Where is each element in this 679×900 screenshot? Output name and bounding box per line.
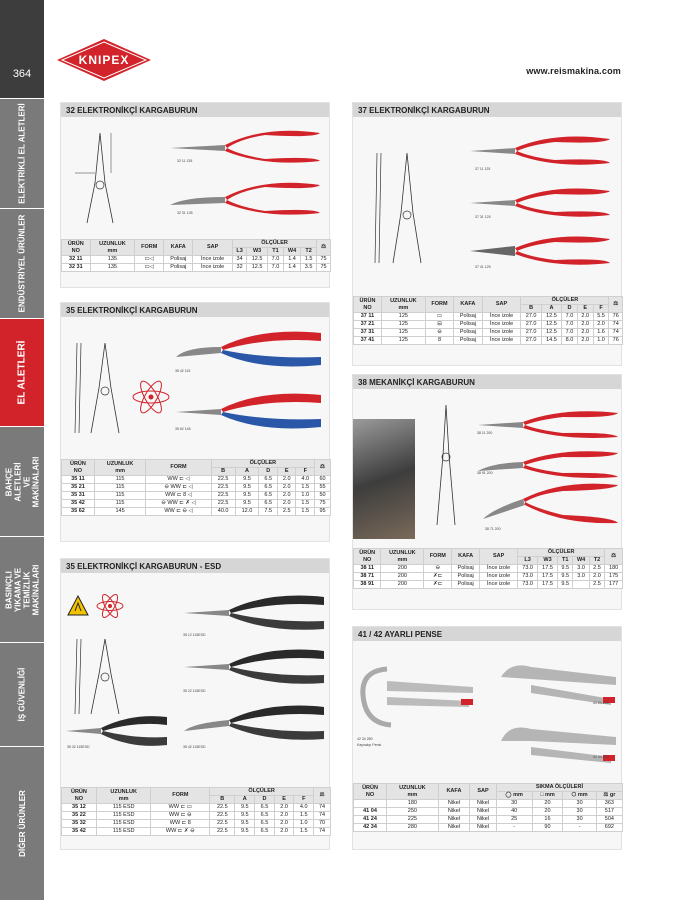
panel-title: 38 MEKANİKÇİ KARGABURUN — [353, 375, 621, 389]
plier-image-35-62 — [171, 389, 326, 435]
form-icon: ▭◁ — [135, 256, 164, 264]
image-code: 37 11 125 — [475, 167, 491, 171]
table-row: 41 04 250 Nikel Nikel 40 20 30 517 — [354, 808, 623, 816]
sidebar-tab-label: BASINÇLI YIKAMA VE TEMİZLİK MAKİNALARI — [4, 564, 40, 615]
weight-icon: ⚖ gr — [596, 792, 622, 800]
col-dim: L3 — [232, 248, 246, 256]
sidebar-tab-label: ELEKTRİKLİ EL ALETLERİ — [17, 103, 27, 204]
table-row: 35 21 115 ⊖ WW ⊏ ◁ 22.5 9.5 6.5 2.0 1.5 55 — [62, 484, 331, 492]
table-row: 35 62 145 WW ⊏ ⊖ ◁ 40.0 12.0 7.5 2.5 1.5 95 — [62, 508, 331, 516]
image-code: 41 24 225 — [593, 701, 609, 705]
image-code: 37 31 125 — [475, 215, 491, 219]
panel-35-esd — [60, 558, 330, 850]
plier-image-38-71 — [473, 479, 621, 529]
table-row: 180 Nikel Nikel 30 20 30 363 — [354, 800, 623, 808]
weight-icon: ⚖ — [605, 549, 623, 565]
dimension-diagram — [421, 395, 471, 535]
image-code: 38 11 200 — [477, 431, 493, 435]
image-code: 41 04 250 — [593, 755, 609, 759]
website-url[interactable]: www.reismakina.com — [526, 66, 621, 76]
sidebar-tab-label: EL ALETLERİ — [16, 340, 28, 405]
panel-41-42 — [352, 626, 622, 850]
table-row: 35 11 115 WW ⊏ ◁ 22.5 9.5 6.5 2.0 4.0 60 — [62, 476, 331, 484]
weight-icon: ⚖ — [314, 788, 331, 804]
weight-icon: ⚖ — [317, 240, 331, 256]
table-row: 38 91 200 ✗⊏ Polisaj İnce izole 73.0 17.5 9.5 2.5 177 — [354, 581, 623, 589]
table-row: 37 21 125 ⊟ Polisaj İnce izole 27.0 12.5 7.0 2.0 2.0 74 — [354, 321, 623, 329]
col-kafa: KAFA — [164, 240, 193, 256]
usage-photo — [353, 419, 415, 539]
table-row: 37 31 125 ⊖ Polisaj İnce izole 27.0 12.5 7.0 2.0 1.6 74 — [354, 329, 623, 337]
col-olculer: ÖLÇÜLER — [232, 240, 316, 248]
col-dim: W4 — [284, 248, 301, 256]
plier-image-42-34 — [357, 661, 477, 741]
panel-35 — [60, 302, 330, 542]
spec-table-32 — [61, 239, 331, 272]
dimension-diagram — [65, 333, 125, 443]
table-row: 37 41 125 8 Polisaj İnce izole 27.0 14.5 8.0 2.0 1.0 76 — [354, 337, 623, 345]
knipex-logo — [56, 38, 152, 82]
panel-title: 32 ELEKTRONİKÇİ KARGABURUN — [61, 103, 329, 117]
image-code: 35 42 115ESD — [183, 745, 206, 749]
table-row: 32 11 135 ▭◁ Polisaj İnce izole 34 12.5 7.0 1.4 1.5 75 — [62, 256, 331, 264]
spec-table-38: ÜRÜN NO UZUNLUK mm FORM KAFA SAP ÖLÇÜLER ⚖ L3 W3 T1 W4 T2 38 11 200 ⊖ Polisaj İnce izole 73.0 17.5 9.5 3.0 2.5 180 38 71 200 ✗⊏ Polisaj İnce izole 73.0 17.5 9.5 3.0 2.0 175 38 91 200 ✗⊏ Polisaj İnce izole 73.0 17.5 9.5 2.5 177 — [353, 548, 623, 589]
esd-warning-icon — [67, 595, 89, 617]
sidebar-tab-elektrikli[interactable] — [0, 98, 44, 208]
grip-square-icon: □ mm — [532, 792, 563, 800]
image-code: 35 62 145 — [175, 427, 191, 431]
image-code: 35 22 115ESD — [183, 689, 206, 693]
table-row: 35 42 115 ESD WW ⊏ ✗ ⊖ 22.5 9.5 6.5 2.0 1.5 74 — [62, 828, 331, 836]
image-code: 42 34 280 — [357, 737, 373, 741]
plier-image-32-31 — [165, 175, 325, 225]
sidebar-tab-is-guvenligi[interactable] — [0, 642, 44, 746]
table-row: 32 31 135 ▭◁ Polisaj İnce izole 32 12.5 7.0 1.4 3.5 75 — [62, 264, 331, 272]
sidebar-tab-bahce[interactable] — [0, 426, 44, 536]
col-uzunluk: UZUNLUK mm — [90, 240, 135, 256]
image-code: Kaynakçı Pensi — [357, 743, 382, 747]
plier-image-35-22-esd — [179, 645, 329, 689]
table-row: 42 34 280 Nikel Nikel - 90 - 692 — [354, 824, 623, 832]
table-row: 41 24 225 Nikel Nikel 25 16 30 504 — [354, 816, 623, 824]
sidebar-tab-el-aletleri[interactable] — [0, 318, 44, 426]
brand-name: KNIPEX — [78, 53, 130, 67]
grip-hex-icon: ⬡ mm — [563, 792, 596, 800]
image-code: 35 12 115ESD — [183, 633, 206, 637]
table-row: 37 11 125 ▭ Polisaj İnce izole 27.0 12.5 7.0 2.0 5.5 76 — [354, 313, 623, 321]
col-dim: W3 — [247, 248, 268, 256]
col-dim: T1 — [267, 248, 283, 256]
table-row: 35 31 115 WW ⊏ 8 ◁ 22.5 9.5 6.5 2.0 1.0 50 — [62, 492, 331, 500]
sidebar-tab-label: DİĞER ÜRÜNLER — [17, 790, 27, 857]
weight-icon: ⚖ — [315, 460, 331, 476]
image-code: 37 41 125 — [475, 265, 491, 269]
atom-icon — [131, 377, 171, 417]
image-code: 38 71 200 — [485, 527, 501, 531]
sidebar-tab-endustriyel[interactable] — [0, 208, 44, 318]
grip-round-icon: ◯ mm — [496, 792, 532, 800]
plier-image-35-42 — [171, 327, 326, 373]
spec-table-37: ÜRÜN NO UZUNLUK mm FORM KAFA SAP ÖLÇÜLER ⚖ B A D E F 37 11 125 ▭ Polisaj İnce izole 27.0 12.5 7.0 2.0 5.5 76 37 21 125 ⊟ Polisaj İnce izole 27.0 12.5 7.0 2.0 2.0 74 37 31 125 ⊖ Polisaj İnce izole 27.0 12.5 7.0 2.0 1.6 74 37 41 125 8 Polisaj İnce izole 27.0 14.5 8.0 2.0 1.0 76 — [353, 296, 623, 345]
atom-icon — [95, 591, 125, 621]
spec-table-35: ÜRÜN NO UZUNLUK mm FORM ÖLÇÜLER ⚖ B A D E F 35 11 115 WW ⊏ ◁ 22.5 9.5 6.5 2.0 4.0 60 35 21 115 ⊖ WW ⊏ ◁ 22.5 9.5 6.5 2.0 1.5 55 35 31 115 WW ⊏ 8 ◁ 22.5 9.5 6.5 2.0 1.0 50 35 42 115 ⊖ WW ⊏ ✗ ◁ 22.5 9.5 6.5 2.0 1.5 75 35 62 145 WW ⊏ ⊖ ◁ 40.0 12.0 7.5 2.5 1.5 95 — [61, 459, 331, 516]
table-row: 35 32 115 ESD WW ⊏ 8 22.5 9.5 6.5 2.0 1.0 70 — [62, 820, 331, 828]
plier-image-38-91 — [473, 447, 621, 483]
image-code: 35 42 115 — [175, 369, 191, 373]
plier-image-37-11 — [465, 131, 615, 171]
form-icon: ▭◁ — [135, 264, 164, 272]
weight-icon: ⚖ — [609, 297, 623, 313]
panel-title: 35 ELEKTRONİKÇİ KARGABURUN - ESD — [61, 559, 329, 573]
panel-32 — [60, 102, 330, 288]
sidebar-tab-diger[interactable] — [0, 746, 44, 900]
image-code: 38 91 200 — [477, 471, 493, 475]
col-dim: T2 — [301, 248, 317, 256]
plier-image-35-42-esd — [179, 701, 329, 745]
dimension-diagram — [357, 143, 427, 273]
spec-table-35-esd: ÜRÜN NO UZUNLUK mm FORM ÖLÇÜLER ⚖ B A D E F 35 12 115 ESD WW ⊏ ▭ 22.5 9.5 6.5 2.0 4.0 74 35 22 115 ESD WW ⊏ ⊖ 22.5 9.5 6.5 2.0 1.5 74 35 32 115 ESD WW ⊏ 8 22.5 9.5 6.5 2.0 1.0 70 35 42 115 ESD WW ⊏ ✗ ⊖ 22.5 9.5 6.5 2.0 1.5 74 — [61, 787, 331, 836]
sidebar-tab-label: İŞ GÜVENLİĞİ — [17, 667, 27, 722]
panel-title: 37 ELEKTRONİKÇİ KARGABURUN — [353, 103, 621, 117]
panel-title: 35 ELEKTRONİKÇİ KARGABURUN — [61, 303, 329, 317]
plier-image-38-11 — [473, 407, 621, 443]
panel-37 — [352, 102, 622, 366]
image-code: 35 32 115ESD — [67, 745, 90, 749]
table-row: 35 22 115 ESD WW ⊏ ⊖ 22.5 9.5 6.5 2.0 1.5 74 — [62, 812, 331, 820]
table-row: 35 12 115 ESD WW ⊏ ▭ 22.5 9.5 6.5 2.0 4.0 74 — [62, 804, 331, 812]
plier-image-32-11 — [165, 123, 325, 173]
col-urun: ÜRÜN NO — [62, 240, 91, 256]
plier-image-41-24 — [491, 657, 621, 707]
sidebar-tab-label: BAHÇE ALETLERİ VE MAKİNALARI — [4, 456, 40, 507]
image-code: 32 11 135 — [177, 159, 193, 163]
col-form: FORM — [135, 240, 164, 256]
page-number: 364 — [0, 0, 44, 98]
sidebar-tab-basincli[interactable] — [0, 536, 44, 642]
dimension-diagram — [65, 629, 125, 719]
table-row: 35 42 115 ⊖ WW ⊏ ✗ ◁ 22.5 9.5 6.5 2.0 1.5 75 — [62, 500, 331, 508]
plier-image-35-12-esd — [179, 591, 329, 635]
panel-38 — [352, 374, 622, 610]
sidebar-tab-label: ENDÜSTRİYEL ÜRÜNLER — [17, 214, 27, 313]
table-row: 38 11 200 ⊖ Polisaj İnce izole 73.0 17.5 9.5 3.0 2.5 180 — [354, 565, 623, 573]
sidebar — [0, 0, 44, 900]
col-sap: SAP — [193, 240, 233, 256]
panel-title: 41 / 42 AYARLI PENSE — [353, 627, 621, 641]
table-row: 38 71 200 ✗⊏ Polisaj İnce izole 73.0 17.5 9.5 3.0 2.0 175 — [354, 573, 623, 581]
image-code: 32 31 135 — [177, 211, 193, 215]
spec-table-41: ÜRÜN NO UZUNLUK mm KAFA SAP SIKMA ÖLÇÜLERİ ◯ mm □ mm ⬡ mm ⚖ gr 180 Nikel Nikel 30 20 30 363 41 04 250 Nikel Nikel 40 20 30 517 41 24 225 Nikel Nikel 25 16 30 504 42 34 280 Nikel Nikel - 90 - 692 — [353, 783, 623, 832]
dimension-diagram — [65, 123, 135, 233]
